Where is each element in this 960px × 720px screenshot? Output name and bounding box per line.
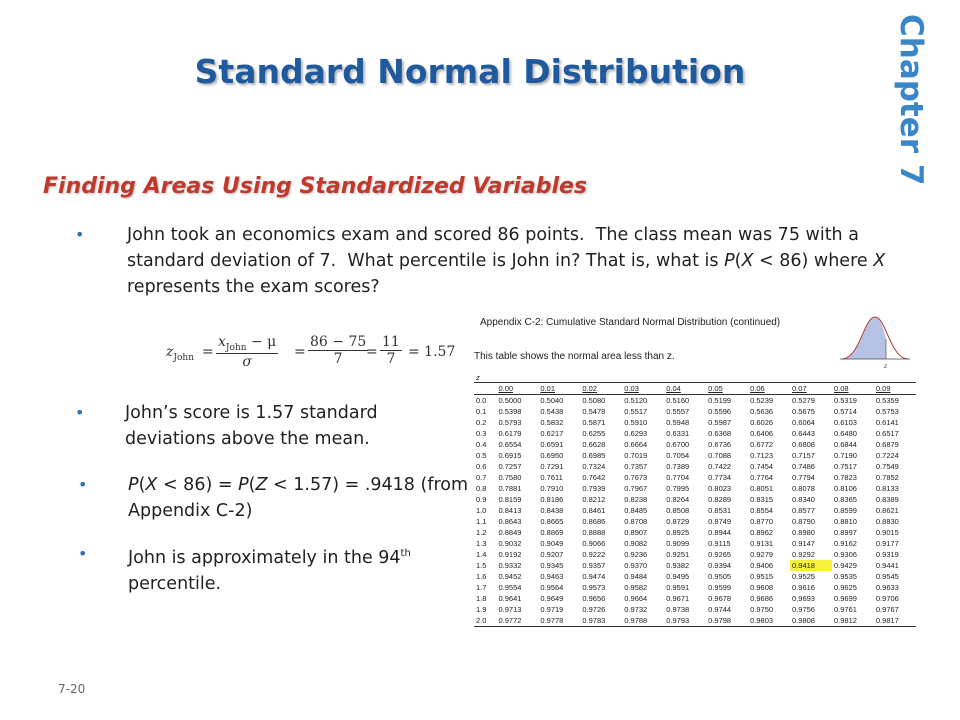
formula-lhs: $z_{John}$ bbox=[166, 344, 195, 363]
probability-cell: 0.9744 bbox=[708, 605, 732, 614]
z-value-cell: 1.7 bbox=[476, 583, 487, 592]
probability-cell: 0.9525 bbox=[792, 572, 815, 581]
probability-cell: 0.9719 bbox=[540, 605, 564, 614]
probability-cell: 0.5793 bbox=[498, 418, 522, 427]
probability-cell: 0.8907 bbox=[624, 528, 648, 537]
probability-cell: 0.8830 bbox=[875, 517, 899, 526]
table-row bbox=[474, 593, 916, 604]
probability-cell: 0.5948 bbox=[666, 418, 690, 427]
z-value-cell: 0.4 bbox=[476, 440, 487, 449]
probability-cell: 0.8749 bbox=[708, 517, 732, 526]
probability-cell: 0.9564 bbox=[540, 583, 564, 592]
probability-cell: 0.8159 bbox=[498, 495, 522, 504]
probability-cell: 0.7704 bbox=[666, 473, 690, 482]
probability-cell: 0.9545 bbox=[875, 572, 899, 581]
probability-cell: 0.5675 bbox=[792, 407, 815, 416]
probability-cell: 0.5832 bbox=[540, 418, 564, 427]
probability-cell: 0.7580 bbox=[498, 473, 522, 482]
probability-cell: 0.6179 bbox=[498, 429, 522, 438]
probability-cell: 0.9505 bbox=[708, 572, 732, 581]
table-row bbox=[474, 450, 916, 461]
probability-cell: 0.6141 bbox=[875, 418, 899, 427]
probability-cell: 0.7486 bbox=[792, 462, 815, 471]
probability-cell: 0.8577 bbox=[792, 506, 815, 515]
probability-cell: 0.8365 bbox=[833, 495, 857, 504]
probability-cell: 0.6985 bbox=[582, 451, 606, 460]
probability-cell: 0.9699 bbox=[833, 594, 857, 603]
probability-cell: 0.6480 bbox=[833, 429, 857, 438]
table-row bbox=[474, 615, 916, 627]
table-row bbox=[474, 560, 916, 571]
probability-cell: 0.9778 bbox=[538, 615, 580, 627]
probability-cell: 0.6808 bbox=[792, 440, 815, 449]
column-header: 0.06 bbox=[748, 383, 790, 395]
z-value-cell: 1.9 bbox=[476, 605, 487, 614]
probability-cell: 0.9162 bbox=[833, 539, 857, 548]
table-row bbox=[474, 417, 916, 428]
probability-cell: 0.9319 bbox=[875, 550, 899, 559]
probability-cell: 0.9591 bbox=[666, 583, 690, 592]
probability-cell: 0.7190 bbox=[833, 451, 857, 460]
z-value-cell: 1.8 bbox=[476, 594, 487, 603]
probability-cell: 0.9772 bbox=[496, 615, 538, 627]
probability-cell: 0.6664 bbox=[624, 440, 648, 449]
probability-cell: 0.5987 bbox=[708, 418, 732, 427]
probability-cell: 0.8997 bbox=[833, 528, 857, 537]
probability-cell: 0.6293 bbox=[624, 429, 648, 438]
probability-cell: 0.8023 bbox=[708, 484, 732, 493]
probability-cell: 0.5279 bbox=[792, 396, 815, 405]
probability-cell: 0.9236 bbox=[624, 550, 648, 559]
probability-cell: 0.9633 bbox=[875, 583, 899, 592]
probability-cell: 0.7389 bbox=[666, 462, 690, 471]
probability-cell: 0.7123 bbox=[750, 451, 774, 460]
probability-cell: 0.6772 bbox=[750, 440, 774, 449]
column-header: 0.04 bbox=[664, 383, 706, 395]
probability-cell: 0.6915 bbox=[498, 451, 522, 460]
probability-cell: 0.9463 bbox=[540, 572, 564, 581]
probability-cell: 0.7257 bbox=[498, 462, 522, 471]
probability-cell: 0.9207 bbox=[540, 550, 564, 559]
probability-cell: 0.9756 bbox=[792, 605, 815, 614]
probability-cell: 0.9032 bbox=[498, 539, 522, 548]
probability-cell: 0.8264 bbox=[666, 495, 690, 504]
table-row bbox=[474, 439, 916, 450]
probability-cell: 0.9357 bbox=[582, 561, 606, 570]
probability-cell: 0.9664 bbox=[624, 594, 648, 603]
column-header: 0.05 bbox=[706, 383, 748, 395]
bullet-text: P(X < 86) = P(Z < 1.57) = .9418 (from Appendix C-2) bbox=[128, 475, 469, 521]
probability-cell: 0.9147 bbox=[792, 539, 815, 548]
z-value-cell: 1.5 bbox=[476, 561, 487, 570]
probability-cell: 0.9656 bbox=[582, 594, 606, 603]
probability-cell: 0.8289 bbox=[708, 495, 732, 504]
probability-cell: 0.8708 bbox=[624, 517, 648, 526]
probability-cell: 0.6406 bbox=[750, 429, 774, 438]
probability-cell: 0.9750 bbox=[750, 605, 774, 614]
table-row bbox=[474, 527, 916, 538]
z-value-cell: 1.3 bbox=[476, 539, 487, 548]
probability-cell: 0.5359 bbox=[875, 396, 899, 405]
probability-cell: 0.8078 bbox=[792, 484, 815, 493]
z-value-cell: 0.1 bbox=[476, 407, 487, 416]
probability-cell: 0.6217 bbox=[540, 429, 564, 438]
probability-cell: 0.7357 bbox=[624, 462, 648, 471]
probability-cell: 0.6736 bbox=[708, 440, 732, 449]
probability-cell: 0.9441 bbox=[875, 561, 899, 570]
z-value-cell: 1.4 bbox=[476, 550, 487, 559]
probability-cell: 0.7611 bbox=[540, 473, 563, 482]
bullet-text: John is approximately in the 94th percentile. bbox=[128, 547, 411, 594]
probability-cell: 0.8315 bbox=[750, 495, 774, 504]
formula-equals: = bbox=[366, 344, 378, 360]
z-value-cell: 0.2 bbox=[476, 418, 487, 427]
probability-cell: 0.6950 bbox=[540, 451, 564, 460]
probability-cell: 0.9599 bbox=[708, 583, 732, 592]
probability-cell: 0.8810 bbox=[833, 517, 857, 526]
probability-cell: 0.6368 bbox=[708, 429, 732, 438]
bullet-icon: • bbox=[75, 225, 85, 244]
probability-cell: 0.5040 bbox=[540, 396, 564, 405]
probability-cell: 0.8212 bbox=[582, 495, 606, 504]
probability-cell: 0.8133 bbox=[875, 484, 899, 493]
probability-cell: 0.5080 bbox=[582, 396, 606, 405]
z-score-formula bbox=[166, 334, 456, 374]
probability-cell: 0.9625 bbox=[833, 583, 857, 592]
probability-cell: 0.9406 bbox=[750, 561, 774, 570]
probability-cell: 0.9015 bbox=[875, 528, 899, 537]
table-row bbox=[474, 483, 916, 494]
probability-cell: 0.9616 bbox=[792, 583, 815, 592]
probability-cell: 0.6844 bbox=[833, 440, 857, 449]
probability-cell: 0.9671 bbox=[666, 594, 690, 603]
probability-cell: 0.5438 bbox=[540, 407, 564, 416]
probability-cell: 0.8554 bbox=[750, 506, 774, 515]
column-header: 0.02 bbox=[580, 383, 622, 395]
probability-cell: 0.7910 bbox=[540, 484, 564, 493]
probability-cell: 0.9066 bbox=[582, 539, 606, 548]
probability-cell: 0.9812 bbox=[832, 615, 874, 627]
probability-cell: 0.5000 bbox=[498, 396, 522, 405]
probability-cell: 0.5319 bbox=[833, 396, 857, 405]
column-header: 0.01 bbox=[538, 383, 580, 395]
probability-cell: 0.8485 bbox=[624, 506, 648, 515]
probability-cell: 0.9693 bbox=[792, 594, 815, 603]
z-header: z bbox=[476, 373, 480, 382]
probability-cell: 0.8729 bbox=[666, 517, 690, 526]
probability-cell: 0.7995 bbox=[666, 484, 690, 493]
probability-cell: 0.8413 bbox=[498, 506, 522, 515]
probability-cell: 0.5239 bbox=[750, 396, 774, 405]
probability-cell: 0.9678 bbox=[708, 594, 732, 603]
probability-cell: 0.9418 bbox=[790, 560, 832, 571]
probability-cell: 0.7764 bbox=[750, 473, 774, 482]
probability-cell: 0.9798 bbox=[706, 615, 748, 627]
page-number: 7-20 bbox=[58, 682, 86, 696]
probability-cell: 0.9515 bbox=[750, 572, 774, 581]
z-value-cell: 0.6 bbox=[476, 462, 487, 471]
table-row bbox=[474, 494, 916, 505]
probability-cell: 0.9251 bbox=[666, 550, 690, 559]
probability-cell: 0.6628 bbox=[582, 440, 606, 449]
probability-cell: 0.9177 bbox=[875, 539, 899, 548]
appendix-note: This table shows the normal area less than z. bbox=[474, 351, 675, 362]
probability-cell: 0.9099 bbox=[666, 539, 690, 548]
probability-cell: 0.9192 bbox=[498, 550, 522, 559]
table-row bbox=[474, 549, 916, 560]
probability-cell: 0.8508 bbox=[666, 506, 690, 515]
table-row bbox=[474, 428, 916, 439]
probability-cell: 0.8438 bbox=[540, 506, 564, 515]
probability-cell: 0.7224 bbox=[875, 451, 899, 460]
probability-cell: 0.8531 bbox=[708, 506, 732, 515]
probability-cell: 0.9793 bbox=[664, 615, 706, 627]
probability-cell: 0.6103 bbox=[833, 418, 857, 427]
probability-cell: 0.6255 bbox=[582, 429, 606, 438]
probability-cell: 0.9292 bbox=[792, 550, 815, 559]
probability-cell: 0.6879 bbox=[875, 440, 899, 449]
probability-cell: 0.5636 bbox=[750, 407, 774, 416]
bullet-icon: • bbox=[78, 475, 88, 494]
probability-cell: 0.9713 bbox=[498, 605, 522, 614]
table-row bbox=[474, 395, 916, 407]
probability-cell: 0.7642 bbox=[582, 473, 606, 482]
probability-cell: 0.6026 bbox=[750, 418, 774, 427]
probability-cell: 0.5596 bbox=[708, 407, 732, 416]
table-row bbox=[474, 406, 916, 417]
table-row bbox=[474, 604, 916, 615]
probability-cell: 0.9082 bbox=[624, 539, 648, 548]
probability-cell: 0.9535 bbox=[833, 572, 857, 581]
probability-cell: 0.8051 bbox=[750, 484, 774, 493]
probability-cell: 0.7967 bbox=[624, 484, 648, 493]
probability-cell: 0.7324 bbox=[582, 462, 606, 471]
appendix-c2-table-image bbox=[474, 313, 922, 625]
probability-cell: 0.8186 bbox=[540, 495, 564, 504]
normal-curve-icon bbox=[840, 313, 910, 371]
probability-cell: 0.7734 bbox=[708, 473, 732, 482]
probability-cell: 0.7939 bbox=[582, 484, 606, 493]
probability-cell: 0.9783 bbox=[580, 615, 622, 627]
probability-cell: 0.9452 bbox=[498, 572, 522, 581]
probability-cell: 0.7852 bbox=[875, 473, 899, 482]
probability-cell: 0.6517 bbox=[875, 429, 899, 438]
probability-cell: 0.7454 bbox=[750, 462, 774, 471]
probability-cell: 0.6554 bbox=[498, 440, 522, 449]
probability-cell: 0.9582 bbox=[624, 583, 648, 592]
probability-cell: 0.8944 bbox=[708, 528, 732, 537]
formula-equals: = bbox=[294, 344, 306, 360]
probability-cell: 0.9761 bbox=[833, 605, 857, 614]
probability-cell: 0.9474 bbox=[582, 572, 606, 581]
formula-frac-definition: $x_{John} - \mu$ σ bbox=[218, 334, 277, 370]
probability-cell: 0.7549 bbox=[875, 462, 899, 471]
probability-cell: 0.5398 bbox=[498, 407, 522, 416]
probability-cell: 0.6331 bbox=[666, 429, 690, 438]
bullet-text: John’s score is 1.57 standard deviations above the mean. bbox=[125, 403, 378, 449]
probability-cell: 0.8962 bbox=[750, 528, 774, 537]
z-value-cell: 0.9 bbox=[476, 495, 487, 504]
probability-cell: 0.5753 bbox=[875, 407, 899, 416]
probability-cell: 0.7823 bbox=[833, 473, 857, 482]
probability-cell: 0.9332 bbox=[498, 561, 522, 570]
probability-cell: 0.9706 bbox=[875, 594, 899, 603]
z-value-cell: 1.0 bbox=[476, 506, 487, 515]
probability-cell: 0.6064 bbox=[792, 418, 815, 427]
z-table bbox=[474, 373, 916, 627]
probability-cell: 0.9788 bbox=[622, 615, 664, 627]
probability-cell: 0.9808 bbox=[790, 615, 832, 627]
probability-cell: 0.9803 bbox=[748, 615, 790, 627]
probability-cell: 0.8849 bbox=[498, 528, 522, 537]
table-row bbox=[474, 516, 916, 527]
probability-cell: 0.5714 bbox=[833, 407, 857, 416]
probability-cell: 0.8980 bbox=[792, 528, 815, 537]
probability-cell: 0.9049 bbox=[540, 539, 564, 548]
probability-cell: 0.5199 bbox=[708, 396, 732, 405]
probability-cell: 0.9345 bbox=[540, 561, 564, 570]
probability-cell: 0.5120 bbox=[624, 396, 648, 405]
probability-cell: 0.9726 bbox=[582, 605, 606, 614]
appendix-title: Appendix C-2: Cumulative Standard Normal Distribution (continued) bbox=[480, 317, 781, 328]
probability-cell: 0.8238 bbox=[624, 495, 648, 504]
probability-cell: 0.9641 bbox=[498, 594, 522, 603]
bullet-icon: • bbox=[78, 544, 88, 563]
table-row bbox=[474, 571, 916, 582]
probability-cell: 0.7019 bbox=[624, 451, 648, 460]
chapter-label: Chapter 7 bbox=[893, 14, 929, 186]
probability-cell: 0.5871 bbox=[582, 418, 606, 427]
probability-cell: 0.9429 bbox=[833, 561, 857, 570]
probability-cell: 0.8888 bbox=[582, 528, 606, 537]
z-value-cell: 0.0 bbox=[476, 396, 487, 405]
probability-cell: 0.9394 bbox=[708, 561, 732, 570]
probability-cell: 0.8790 bbox=[792, 517, 815, 526]
section-subtitle: Finding Areas Using Standardized Variables bbox=[43, 174, 587, 199]
table-row bbox=[474, 505, 916, 516]
z-value-cell: 1.1 bbox=[476, 517, 487, 526]
z-value-cell: 1.6 bbox=[476, 572, 487, 581]
column-header: 0.07 bbox=[790, 383, 832, 395]
probability-cell: 0.6591 bbox=[540, 440, 564, 449]
probability-cell: 0.7794 bbox=[792, 473, 815, 482]
probability-cell: 0.8770 bbox=[750, 517, 774, 526]
z-value-cell: 1.2 bbox=[476, 528, 487, 537]
probability-cell: 0.9495 bbox=[666, 572, 690, 581]
table-row bbox=[474, 461, 916, 472]
z-value-cell: 0.8 bbox=[476, 484, 487, 493]
probability-cell: 0.8925 bbox=[666, 528, 690, 537]
probability-cell: 0.8665 bbox=[540, 517, 564, 526]
probability-cell: 0.8389 bbox=[875, 495, 899, 504]
formula-frac-simplified: $\frac{11}{7}$ bbox=[382, 334, 400, 367]
z-value-cell: 0.5 bbox=[476, 451, 487, 460]
probability-cell: 0.7881 bbox=[498, 484, 522, 493]
formula-frac-values: $\frac{86 - 75}{7}$ bbox=[310, 334, 367, 367]
probability-cell: 0.8869 bbox=[540, 528, 564, 537]
probability-cell: 0.8686 bbox=[582, 517, 606, 526]
probability-cell: 0.9738 bbox=[666, 605, 690, 614]
probability-cell: 0.9817 bbox=[874, 615, 916, 627]
column-header: 0.08 bbox=[832, 383, 874, 395]
column-header: 0.03 bbox=[622, 383, 664, 395]
column-header: 0.00 bbox=[496, 383, 538, 395]
probability-cell: 0.9686 bbox=[750, 594, 774, 603]
bullet-text: John took an economics exam and scored 86 points. The class mean was 75 with a standard deviation of 7. What percentile is John in? That is, what is P(X < 86) where X represents the exam scores? bbox=[127, 225, 886, 297]
probability-cell: 0.9222 bbox=[582, 550, 606, 559]
probability-cell: 0.7673 bbox=[624, 473, 648, 482]
probability-cell: 0.9732 bbox=[624, 605, 648, 614]
probability-cell: 0.8106 bbox=[833, 484, 857, 493]
probability-cell: 0.7422 bbox=[708, 462, 732, 471]
probability-cell: 0.7517 bbox=[833, 462, 857, 471]
probability-cell: 0.9370 bbox=[624, 561, 648, 570]
probability-cell: 0.9115 bbox=[708, 539, 731, 548]
probability-cell: 0.6700 bbox=[666, 440, 690, 449]
probability-cell: 0.9131 bbox=[750, 539, 774, 548]
probability-cell: 0.8599 bbox=[833, 506, 857, 515]
probability-cell: 0.5478 bbox=[582, 407, 606, 416]
formula-equals: = bbox=[202, 344, 214, 360]
probability-cell: 0.9608 bbox=[750, 583, 774, 592]
column-header: 0.09 bbox=[874, 383, 916, 395]
probability-cell: 0.5160 bbox=[666, 396, 690, 405]
probability-cell: 0.6443 bbox=[792, 429, 815, 438]
probability-cell: 0.9554 bbox=[498, 583, 522, 592]
probability-cell: 0.7291 bbox=[540, 462, 564, 471]
z-value-cell: 0.3 bbox=[476, 429, 487, 438]
probability-cell: 0.9767 bbox=[875, 605, 899, 614]
probability-cell: 0.9265 bbox=[708, 550, 732, 559]
probability-cell: 0.8461 bbox=[582, 506, 606, 515]
probability-cell: 0.9573 bbox=[582, 583, 606, 592]
curve-z-label: z bbox=[884, 364, 887, 370]
probability-cell: 0.9649 bbox=[540, 594, 564, 603]
slide-title: Standard Normal Distribution bbox=[194, 52, 746, 91]
probability-cell: 0.9306 bbox=[833, 550, 857, 559]
table-row bbox=[474, 538, 916, 549]
probability-cell: 0.5517 bbox=[624, 407, 648, 416]
probability-cell: 0.5557 bbox=[666, 407, 690, 416]
probability-cell: 0.7054 bbox=[666, 451, 690, 460]
probability-cell: 0.8621 bbox=[875, 506, 899, 515]
bullet-icon: • bbox=[75, 403, 85, 422]
probability-cell: 0.9382 bbox=[666, 561, 690, 570]
table-row bbox=[474, 472, 916, 483]
probability-cell: 0.9484 bbox=[624, 572, 648, 581]
probability-cell: 0.5910 bbox=[624, 418, 648, 427]
probability-cell: 0.9279 bbox=[750, 550, 774, 559]
probability-cell: 0.8643 bbox=[498, 517, 522, 526]
formula-result: = 1.57 bbox=[408, 344, 456, 360]
z-value-cell: 2.0 bbox=[474, 615, 496, 627]
z-value-cell: 0.7 bbox=[476, 473, 487, 482]
probability-cell: 0.8340 bbox=[792, 495, 815, 504]
probability-cell: 0.7088 bbox=[708, 451, 732, 460]
table-row bbox=[474, 582, 916, 593]
probability-cell: 0.7157 bbox=[792, 451, 815, 460]
